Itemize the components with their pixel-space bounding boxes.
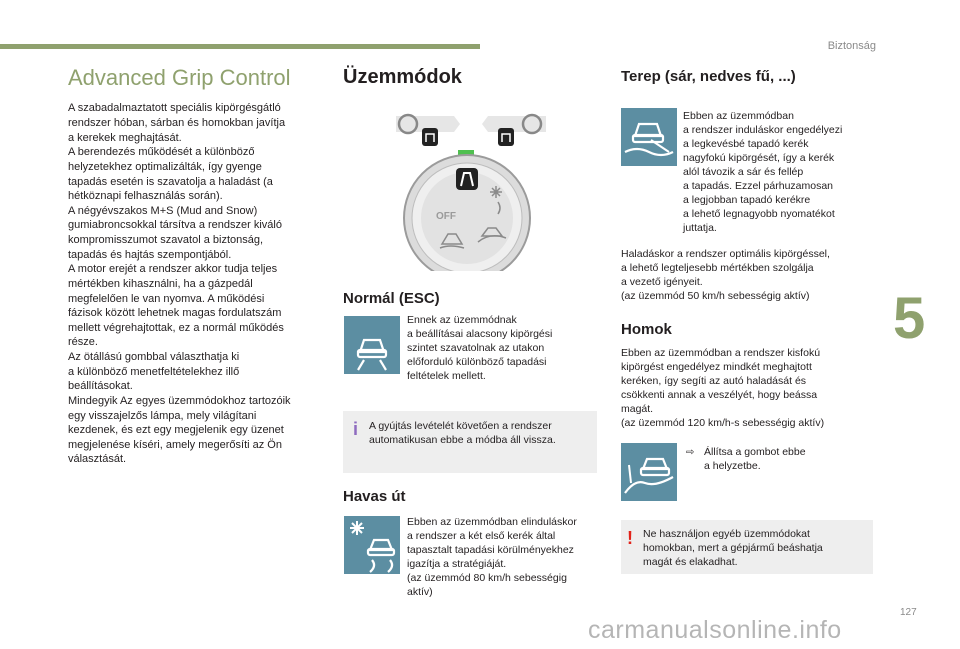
page-title: Advanced Grip Control	[68, 65, 291, 90]
header-accent-bar	[0, 44, 480, 49]
sand-mode-icon	[621, 443, 677, 501]
off-label: OFF	[436, 211, 456, 222]
normal-mode-title: Normál (ESC)	[343, 290, 440, 307]
modes-title: Üzemmódok	[343, 66, 462, 88]
mode-selector-dial[interactable]	[390, 106, 560, 271]
normal-mode-icon	[456, 168, 478, 190]
normal-mode-icon	[344, 316, 400, 374]
info-note	[343, 411, 597, 473]
chapter-number: 5	[893, 286, 926, 351]
watermark: carmanualsonline.info	[588, 616, 842, 644]
sand-mode-title: Homok	[621, 321, 672, 338]
page-number: 127	[900, 607, 917, 618]
mud-mode-text-2: Haladáskor a rendszer optimális kipörgéssel, a lehető legteljesebb mértékben szolgálja a vezető igényeit. (az üzemmód 50 km/h sebességig aktív)	[621, 248, 830, 302]
sand-mode-text: Ebben az üzemmódban a rendszer kisfokú kipörgést engedélyez mindkét meghajtott keréken, így segíti az autó haladását és csökkenti annak a veszélyét, hogy beássa magát. (az üzemmód 120 km/h-s sebességig aktív)	[621, 347, 825, 429]
normal-mode-text: Ennek az üzemmódnak a beállításai alacsony kipörgési szintet szavatolnak az utakon előforduló különböző tapadási feltételek mellett.	[407, 314, 553, 382]
mud-mode-title: Terep (sár, nedves fű, ...)	[621, 68, 796, 85]
mud-mode-text: Ebben az üzemmódban a rendszer induláskor engedélyezi a legkevésbé tapadó kerék nagyfokú kipörgését, így a kerék alól távozik a sár és fellép a tapadás. Ezzel párhuzamosan a legjobban tapadó kerékre a lehető legnagyobb nyomatékot juttatja.	[683, 110, 843, 234]
instruction-arrow-icon: ⇨	[686, 447, 695, 458]
snow-mode-text: Ebben az üzemmódban elinduláskor a rendszer a két első kerék által tapasztalt tapadási körülményekhez igazítja a stratégiáját. (az üzemmód 80 km/h sebességig aktív)	[407, 516, 577, 598]
section-label: Biztonság	[827, 40, 876, 52]
intro-column	[68, 65, 320, 467]
warning-note	[621, 520, 873, 574]
info-note-text: A gyújtás levételét követően a rendszer automatikusan ebbe a módba áll vissza.	[369, 420, 556, 446]
warning-note-text: Ne használjon egyéb üzemmódokat homokban, mert a gépjármű beáshatja magát és elakadhat.	[643, 528, 823, 568]
info-icon: i	[353, 419, 359, 439]
snow-mode-title: Havas út	[343, 488, 406, 505]
mud-mode-icon	[621, 108, 677, 166]
snow-mode-icon	[344, 516, 400, 574]
intro-text: A szabadalmaztatott speciális kipörgésgátló rendszer hóban, sárban és homokban javítja a kerekek meghajtását. A berendezés működését a különböző helyzetekhez optimalizálták, így gyenge tapadás esetén is szavatolja a haladást (a hétköznapi felhasználás során). A négyévszakos M+S (Mud and Snow) gumiabroncsokkal társítva a rendszer kiváló kompromisszumot szavatol a biztonság, tapadás és hajtás szempontjából. A motor erejét a rendszer akkor tudja teljes mértékben kihasználni, ha a gázpedál megfelelően le van nyomva. A működési fázisok között lehetnek magas fordulatszám mellett végrehajtottak, ez a normál működés része. Az ötállású gombbal választhatja ki a különböző menetfeltételekhez illő beállításokat. Mindegyik Az egyes üzemmódokhoz tartozóik egy visszajelzős lámpa, mely világítani kezdenek, és ezt egy megjelenik egy üzenet megjelenése kíséri, amely megerősíti az Ön választását.	[68, 102, 291, 466]
sand-instruction-text: Állítsa a gombot ebbe a helyzetbe.	[704, 446, 806, 472]
warning-icon: !	[627, 528, 633, 548]
